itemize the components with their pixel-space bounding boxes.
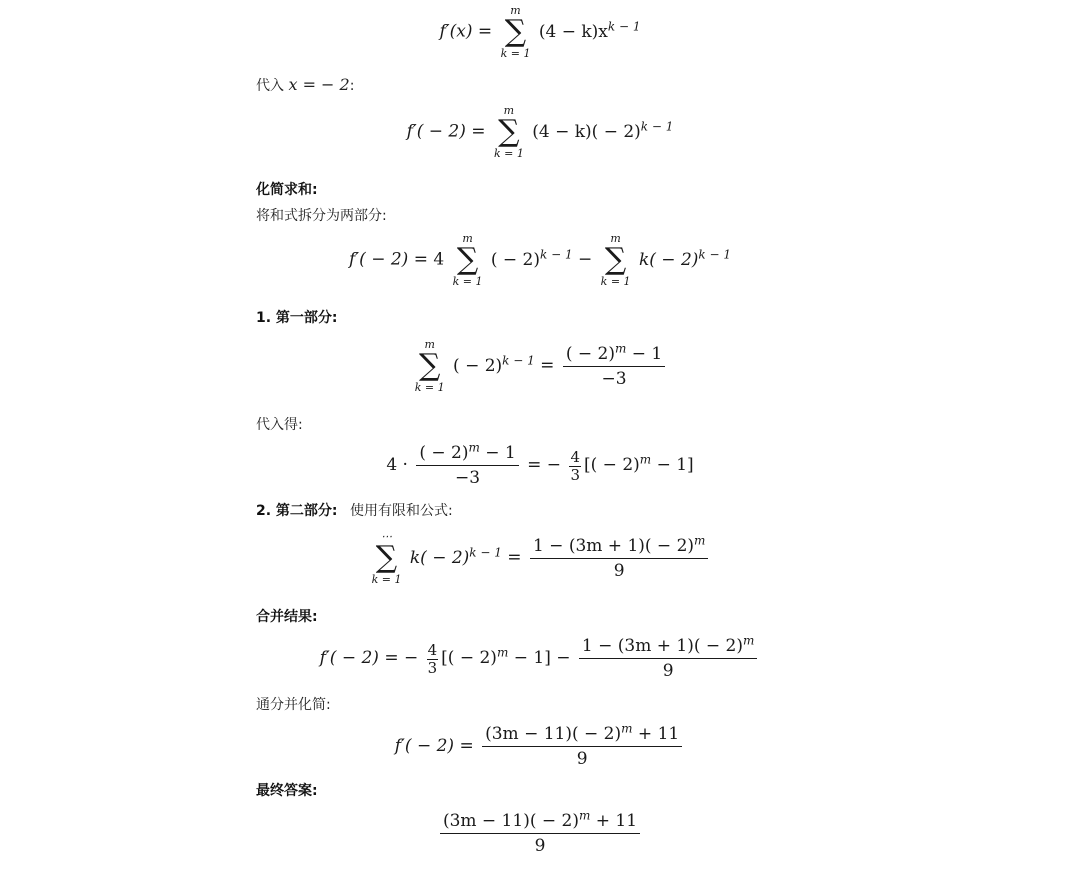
fraction: $\frac{( - 2)^m - 1}{-3}$: [416, 443, 518, 488]
fraction: $\frac{1 - (3m + 1)( - 2)^m}{9}$: [579, 636, 757, 681]
summation: m ∑ k = 1: [452, 232, 483, 288]
sigma-icon: ∑: [456, 242, 479, 277]
formula-part1: m ∑ k = 1 ( − 2)$^{k - 1}$ = $\frac{( - 2)^m - 1}{-3}$: [0, 338, 1080, 394]
summand: $(4 - k)x^{k - 1}$: [538, 18, 641, 42]
final-answer: [0, 808, 1080, 856]
fraction: $\frac{4}{3}$: [570, 447, 581, 484]
fraction: $\frac{4}{3}$: [427, 640, 438, 677]
sigma-icon: ∑: [498, 114, 520, 149]
fraction: $\frac{1 - (3m + 1)( - 2)^m}{9}$: [530, 536, 708, 581]
sigma-icon: ∑: [504, 14, 527, 49]
f-prime-x: f′(x) =: [439, 21, 493, 42]
fraction: $\frac{(3m - 11)( - 2)^m + 11}{9}$: [482, 724, 682, 769]
formula-simplified: f′( − 2) = $\frac{(3m - 11)( - 2)^m + 11}{9}$: [0, 724, 1080, 769]
part2-text: 使用有限和公式:: [350, 503, 453, 519]
formula-derivative: [0, 4, 1080, 60]
summation: m ∑ k = 1: [414, 338, 445, 394]
summation: m ∑ k = 1: [500, 4, 531, 60]
formula-substituted: [0, 104, 1080, 160]
fraction: $\frac{(3m - 11)( - 2)^m + 11}{9}$: [440, 811, 640, 856]
substitute-line: 代入 x = − 2:: [256, 75, 355, 94]
section-title-simplify: 化简求和:: [256, 182, 318, 198]
formula-combined: f′( − 2) = − $\frac{4}{3}$ [( − 2)$^m$ − 1] − $\frac{1 - (3m + 1)( - 2)^m}{9}$: [0, 636, 1080, 681]
common-denominator-text: 通分并化简:: [256, 697, 331, 713]
final-title: 最终答案:: [256, 783, 318, 799]
summation: ⋯ ∑ k = 1: [371, 530, 402, 586]
formula-part1-result: 4 · $\frac{( - 2)^m - 1}{-3}$ = − $\frac{4}{3}$ [( − 2)$^m$ − 1]: [386, 440, 694, 488]
split-text: 将和式拆分为两部分:: [256, 208, 387, 224]
f-prime-neg2: f′( − 2) =: [406, 121, 486, 142]
sigma-icon: ∑: [604, 242, 627, 277]
part2-title: 2. 第二部分:: [256, 503, 338, 519]
fraction: $\frac{( - 2)^m - 1}{-3}$: [563, 344, 665, 389]
part2-line: [256, 500, 453, 520]
formula-part2: ⋯ ∑ k = 1 $k( - 2)^{k - 1}$ = $\frac{1 - (3m + 1)( - 2)^m}{9}$: [0, 530, 1080, 586]
summand: $(4 - k)( - 2)^{k - 1}$: [532, 118, 674, 142]
sigma-icon: ∑: [375, 540, 398, 575]
formula-split: f′( − 2) = 4 m ∑ k = 1 ( − 2)$^{k - 1}$ − m ∑ k = 1 $k( - 2)^{k - 1}$: [349, 232, 731, 288]
sigma-icon: ∑: [418, 348, 441, 383]
combine-title: 合并结果:: [256, 609, 318, 625]
summation: m ∑ k = 1: [600, 232, 631, 288]
substitute-get: 代入得:: [256, 417, 303, 433]
summation: m ∑ k = 1: [493, 104, 524, 160]
part1-title: 1. 第一部分:: [256, 310, 338, 326]
